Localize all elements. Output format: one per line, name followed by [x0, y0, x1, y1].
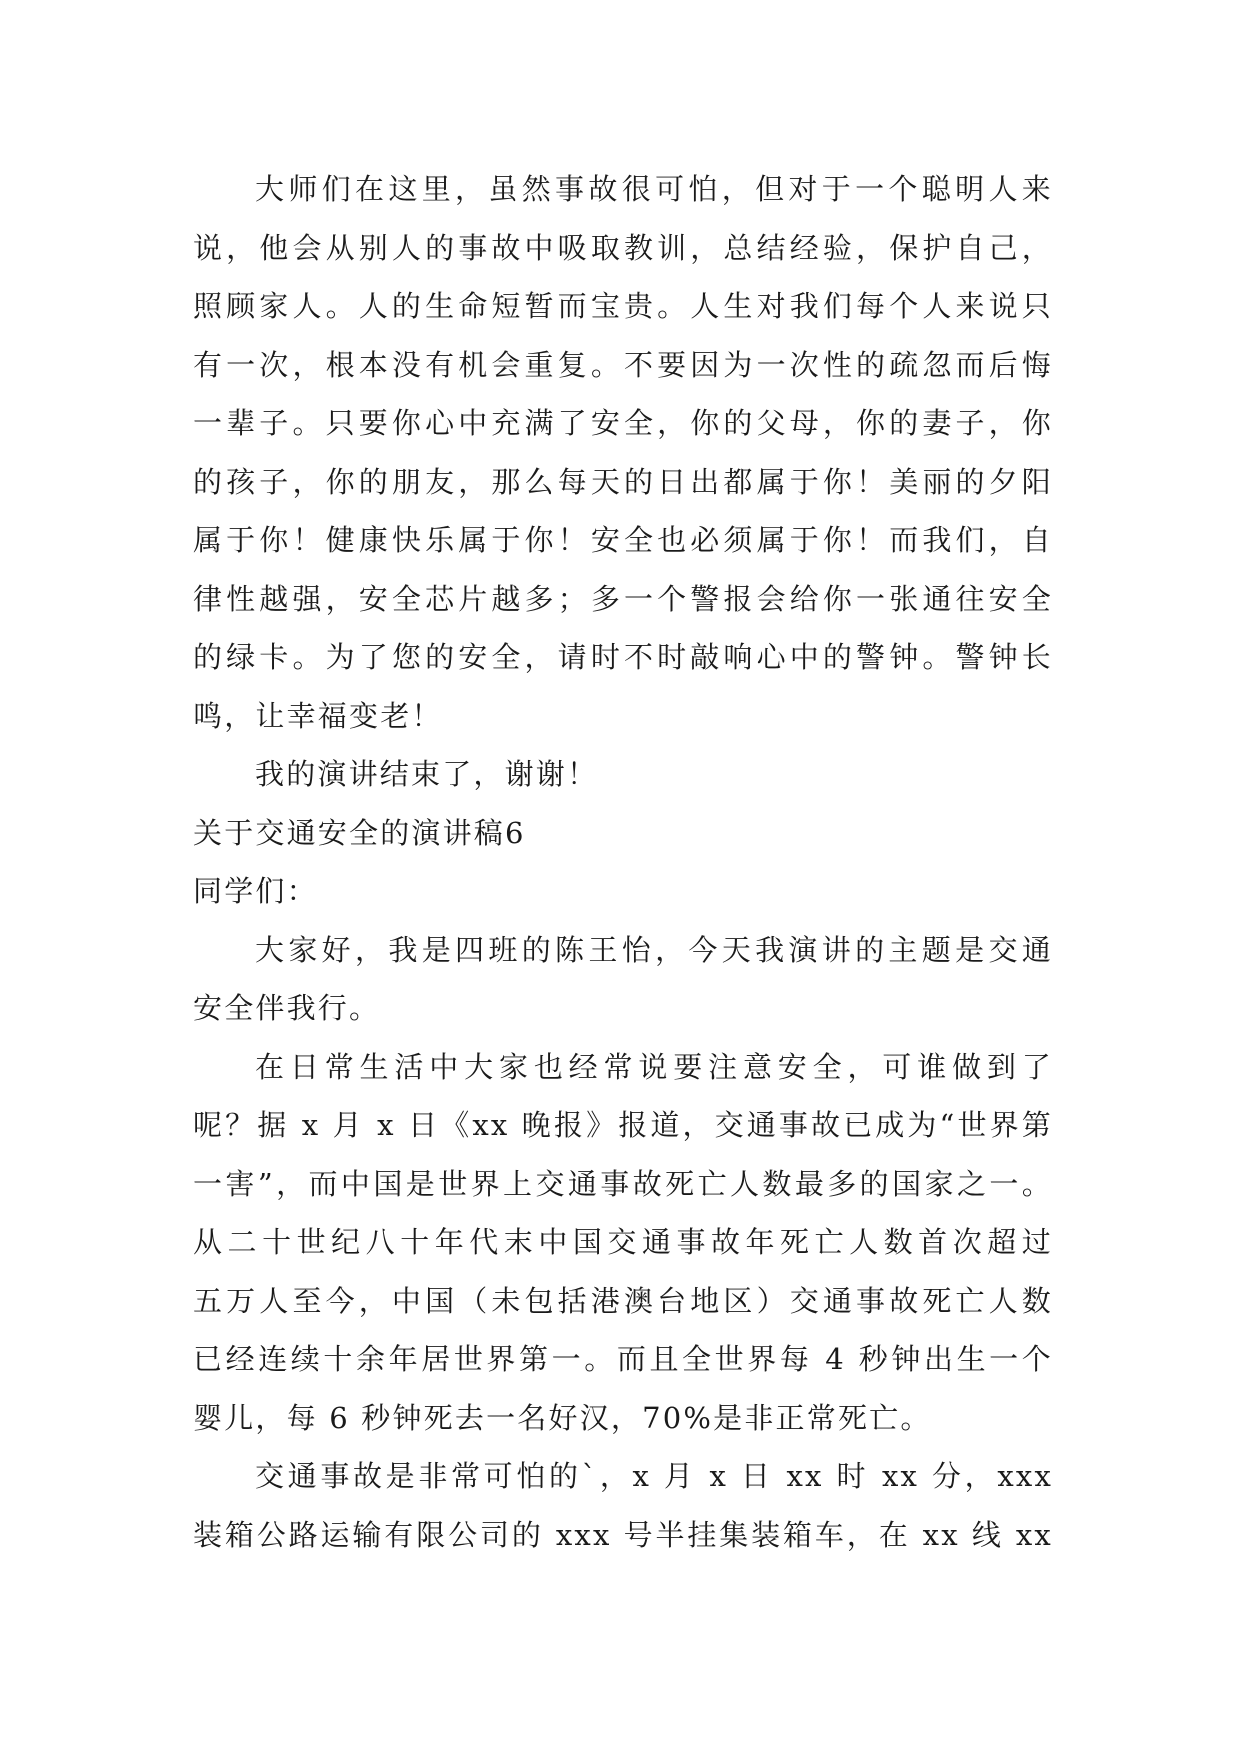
paragraph-line: 有一次，根本没有机会重复。不要因为一次性的疏忽而后悔 [193, 347, 1053, 382]
paragraph-line: 从二十世纪八十年代末中国交通事故年死亡人数首次超过 [193, 1225, 1053, 1259]
paragraph-line: 在日常生活中大家也经常说要注意安全，可谁做到了 [255, 1049, 1053, 1084]
paragraph-line: 婴儿，每 6 秒钟死去一名好汉，70%是非正常死亡。 [193, 1400, 932, 1435]
paragraph-line: 已经连续十余年居世界第一。而且全世界每 4 秒钟出生一个 [193, 1342, 1053, 1376]
closing-line: 我的演讲结束了，谢谢！ [255, 757, 599, 791]
paragraph-line: 律性越强，安全芯片越多；多一个警报会给你一张通往安全 [193, 581, 1053, 616]
salutation: 同学们： [193, 874, 318, 908]
paragraph-line: 鸣，让幸福变老！ [193, 698, 443, 733]
paragraph-line: 呢？据 x 月 x 日《xx 晚报》报道，交通事故已成为“世界第 [193, 1108, 1053, 1142]
paragraph-line: 一害”，而中国是世界上交通事故死亡人数最多的国家之一。 [193, 1166, 1053, 1201]
paragraph-line: 安全伴我行。 [193, 991, 381, 1025]
paragraph-line: 一辈子。只要你心中充满了安全，你的父母，你的妻子，你 [193, 406, 1053, 440]
section-title: 关于交通安全的演讲稿6 [193, 815, 526, 850]
document-body [193, 160, 1053, 1564]
paragraph-line: 装箱公路运输有限公司的 xxx 号半挂集装箱车，在 xx 线 xx [193, 1517, 1053, 1552]
paragraph-line: 的绿卡。为了您的安全，请时不时敲响心中的警钟。警钟长 [193, 640, 1053, 674]
paragraph-line: 的孩子，你的朋友，那么每天的日出都属于你！美丽的夕阳 [193, 464, 1053, 499]
paragraph-line: 交通事故是非常可怕的`，x 月 x 日 xx 时 xx 分，xxx [255, 1459, 1053, 1493]
paragraph-line: 大师们在这里，虽然事故很可怕，但对于一个聪明人来 [255, 172, 1053, 206]
paragraph-line: 照顾家人。人的生命短暂而宝贵。人生对我们每个人来说只 [193, 289, 1053, 323]
paragraph-line: 五万人至今，中国（未包括港澳台地区）交通事故死亡人数 [193, 1283, 1053, 1318]
paragraph-line: 大家好，我是四班的陈王怡，今天我演讲的主题是交通 [255, 932, 1053, 967]
paragraph-line: 说，他会从别人的事故中吸取教训，总结经验，保护自己， [193, 230, 1053, 265]
paragraph-line: 属于你！健康快乐属于你！安全也必须属于你！而我们，自 [193, 523, 1053, 557]
